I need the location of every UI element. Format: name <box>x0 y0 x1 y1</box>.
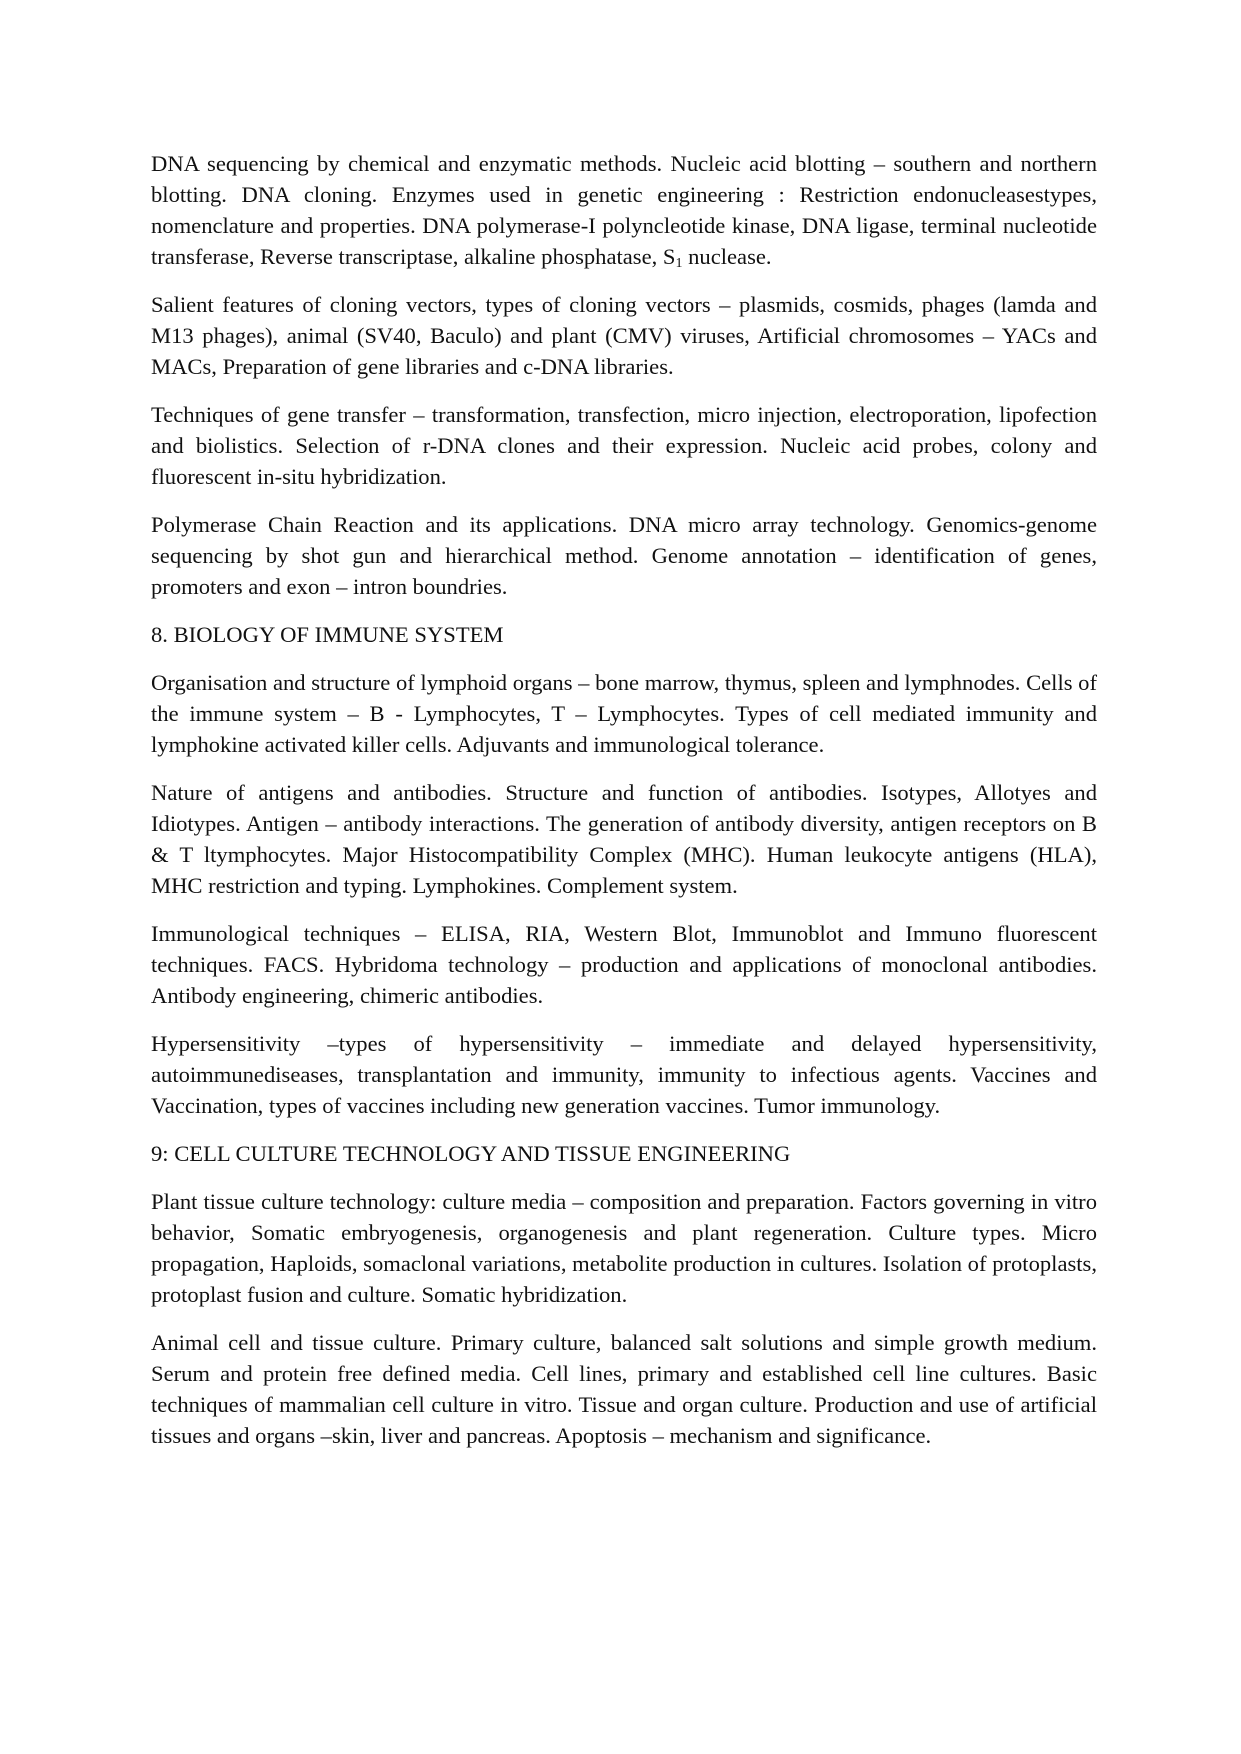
paragraph-pcr: Polymerase Chain Reaction and its applications. DNA micro array technology. Genomics-genome sequencing by shot gun and hierarchical method. Genome annotation – identification of genes, promoters and exon – intron boundries. <box>151 512 1097 599</box>
paragraph-text: DNA sequencing by chemical and enzymatic methods. Nucleic acid blotting – southern and northern blotting. DNA cloning. Enzymes used in genetic engineering : Restriction endonucleasestypes, nomenclature and properties. DNA polymerase-I polyncleotide kinase, DNA ligase, terminal nucleotide transferase, Reverse transcriptase, alkaline phosphatase, S <box>151 151 1097 269</box>
paragraph-dna-sequencing <box>151 148 1097 272</box>
section-heading-immune-system: 8. BIOLOGY OF IMMUNE SYSTEM <box>151 622 504 647</box>
subscript: 1 <box>675 256 683 271</box>
paragraph-gene-transfer: Techniques of gene transfer – transformation, transfection, micro injection, electroporation, lipofection and biolistics. Selection of r-DNA clones and their expression. Nucleic acid probes, colony and fluorescent in-situ hybridization. <box>151 402 1097 489</box>
paragraph-antigens-antibodies: Nature of antigens and antibodies. Structure and function of antibodies. Isotypes, Allotyes and Idiotypes. Antigen – antibody interactions. The generation of antibody diversity, antigen receptors on B & T ltymphocytes. Major Histocompatibility Complex (MHC). Human leukocyte antigens (HLA), MHC restriction and typing. Lymphokines. Complement system. <box>151 780 1097 898</box>
document-body <box>151 148 1097 1468</box>
paragraph-cloning-vectors: Salient features of cloning vectors, types of cloning vectors – plasmids, cosmids, phages (lamda and M13 phages), animal (SV40, Baculo) and plant (CMV) viruses, Artificial chromosomes – YACs and MACs, Preparation of gene libraries and c-DNA libraries. <box>151 292 1097 379</box>
paragraph-text-tail: nuclease. <box>682 244 772 269</box>
paragraph-lymphoid-organs: Organisation and structure of lymphoid organs – bone marrow, thymus, spleen and lymphnodes. Cells of the immune system – B - Lymphocytes, T – Lymphocytes. Types of cell mediated immunity and lymphokine activated killer cells. Adjuvants and immunological tolerance. <box>151 670 1097 757</box>
section-heading-cell-culture: 9: CELL CULTURE TECHNOLOGY AND TISSUE ENGINEERING <box>151 1141 791 1166</box>
paragraph-plant-tissue-culture: Plant tissue culture technology: culture media – composition and preparation. Factors governing in vitro behavior, Somatic embryogenesis, organogenesis and plant regeneration. Culture types. Micro propagation, Haploids, somaclonal variations, metabolite production in cultures. Isolation of protoplasts, protoplast fusion and culture. Somatic hybridization. <box>151 1189 1097 1307</box>
paragraph-immunological-techniques: Immunological techniques – ELISA, RIA, Western Blot, Immunoblot and Immuno fluorescent techniques. FACS. Hybridoma technology – production and applications of monoclonal antibodies. Antibody engineering, chimeric antibodies. <box>151 921 1097 1008</box>
paragraph-hypersensitivity: Hypersensitivity –types of hypersensitivity – immediate and delayed hypersensitivity, autoimmunediseases, transplantation and immunity, immunity to infectious agents. Vaccines and Vaccination, types of vaccines including new generation vaccines. Tumor immunology. <box>151 1031 1097 1118</box>
paragraph-animal-cell-culture: Animal cell and tissue culture. Primary culture, balanced salt solutions and simple growth medium. Serum and protein free defined media. Cell lines, primary and established cell line cultures. Basic techniques of mammalian cell culture in vitro. Tissue and organ culture. Production and use of artificial tissues and organs –skin, liver and pancreas. Apoptosis – mechanism and significance. <box>151 1330 1097 1448</box>
